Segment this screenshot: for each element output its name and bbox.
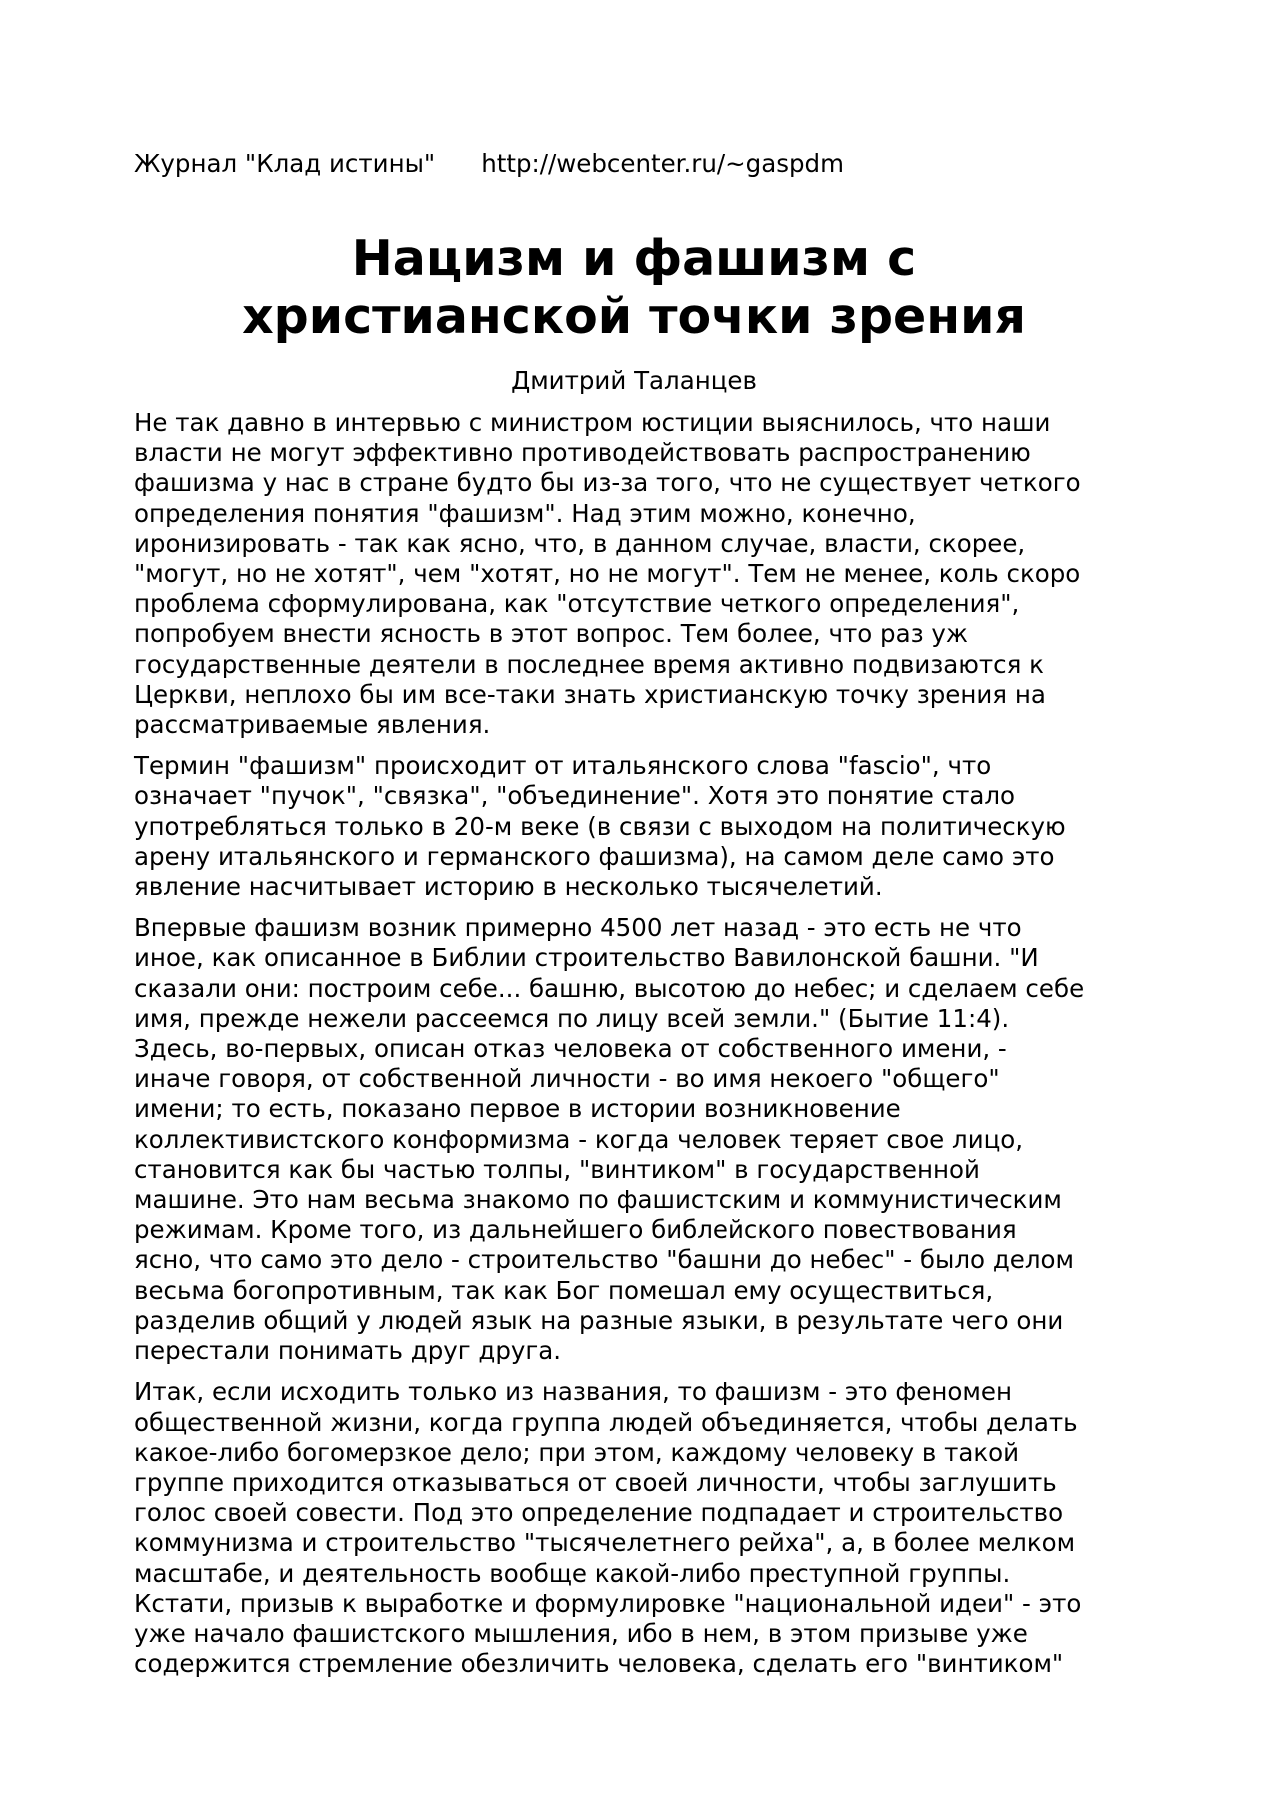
paragraph-line: фашизма у нас в стране будто бы из-за того, что не существует четкого bbox=[134, 468, 1081, 498]
paragraph-line: государственные деятели в последнее время активно подвизаются к bbox=[134, 649, 1044, 679]
paragraph-line: машине. Это нам весьма знакомо по фашистским и коммунистическим bbox=[134, 1185, 1062, 1215]
paragraph-line: арену итальянского и германского фашизма), на самом деле само это bbox=[134, 841, 1055, 871]
paragraph-line: "могут, но не хотят", чем "хотят, но не могут". Тем не менее, коль скоро bbox=[134, 559, 1081, 589]
paragraph-line: имени; то есть, показано первое в истории возникновение bbox=[134, 1094, 901, 1124]
paragraph-line: уже начало фашистского мышления, ибо в нем, в этом призыве уже bbox=[134, 1618, 1028, 1648]
title-line: христианской точки зрения bbox=[242, 288, 1026, 345]
title-line: Нацизм и фашизм с bbox=[351, 230, 917, 287]
paragraph-line: Итак, если исходить только из названия, то фашизм - это феномен bbox=[134, 1377, 1012, 1407]
article-title bbox=[134, 230, 1134, 346]
paragraph-line: имя, прежде нежели рассеемся по лицу всей земли." (Бытие 11:4). bbox=[134, 1003, 1010, 1033]
paragraph-line: Не так давно в интервью с министром юстиции выяснилось, что наши bbox=[134, 408, 1051, 437]
paragraph-line: власти не могут эффективно противодействовать распространению bbox=[134, 438, 1031, 468]
paragraph-line: становится как бы частью толпы, "винтиком" в государственной bbox=[134, 1154, 980, 1184]
paragraph-line: употребляться только в 20-м веке (в связи с выходом на политическую bbox=[134, 811, 1066, 841]
paragraph-line: режимам. Кроме того, из дальнейшего библейского повествования bbox=[134, 1215, 1017, 1245]
paragraph-line: Термин "фашизм" происходит от итальянского слова "fascio", что bbox=[134, 751, 992, 781]
paragraph bbox=[134, 1377, 1154, 1679]
article-body bbox=[134, 408, 1154, 1690]
journal-url: http://webcenter.ru/~gaspdm bbox=[481, 149, 844, 178]
paragraph-line: иное, как описанное в Библии строительство Вавилонской башни. "И bbox=[134, 943, 1039, 973]
paragraph-line: масштабе, и деятельность вообще какой-либо преступной группы. bbox=[134, 1558, 1011, 1588]
paragraph-line: рассматриваемые явления. bbox=[134, 710, 491, 740]
paragraph-line: Кстати, призыв к выработке и формулировке "национальной идеи" - это bbox=[134, 1588, 1082, 1618]
paragraph-line: содержится стремление обезличить человека, сделать его "винтиком" bbox=[134, 1649, 1064, 1679]
paragraph-line: определения понятия "фашизм". Над этим можно, конечно, bbox=[134, 498, 916, 528]
paragraph-line: разделив общий у людей язык на разные языки, в результате чего они bbox=[134, 1305, 1064, 1335]
paragraph bbox=[134, 913, 1154, 1366]
paragraph-line: какое-либо богомерзкое дело; при этом, каждому человеку в такой bbox=[134, 1437, 1020, 1467]
paragraph-line: Впервые фашизм возник примерно 4500 лет назад - это есть не что bbox=[134, 913, 1022, 943]
paragraph-line: коллективистского конформизма - когда человек теряет свое лицо, bbox=[134, 1124, 1024, 1154]
article-author: Дмитрий Таланцев bbox=[511, 366, 757, 395]
paragraph-line: иронизировать - так как ясно, что, в данном случае, власти, скорее, bbox=[134, 528, 1026, 558]
paragraph bbox=[134, 408, 1154, 740]
paragraph-line: ясно, что само это дело - строительство "башни до небес" - было делом bbox=[134, 1245, 1074, 1275]
journal-name: Журнал "Клад истины" bbox=[134, 149, 436, 178]
paragraph-line: весьма богопротивным, так как Бог помешал ему осуществиться, bbox=[134, 1275, 994, 1305]
paragraph-line: иначе говоря, от собственной личности - во имя некоего "общего" bbox=[134, 1064, 1000, 1094]
paragraph-line: проблема сформулирована, как "отсутствие четкого определения", bbox=[134, 589, 1020, 619]
paragraph-line: Церкви, неплохо бы им все-таки знать христианскую точку зрения на bbox=[134, 679, 1046, 709]
paragraph-line: попробуем внести ясность в этот вопрос. Тем более, что раз уж bbox=[134, 619, 968, 649]
paragraph-line: перестали понимать друг друга. bbox=[134, 1336, 562, 1366]
paragraph-line: явление насчитывает историю в несколько тысячелетий. bbox=[134, 872, 883, 902]
paragraph-line: группе приходится отказываться от своей личности, чтобы заглушить bbox=[134, 1467, 1057, 1497]
page-header bbox=[134, 149, 844, 179]
paragraph-line: голос своей совести. Под это определение подпадает и строительство bbox=[134, 1498, 1064, 1528]
paragraph-line: Здесь, во-первых, описан отказ человека от собственного имени, - bbox=[134, 1034, 1007, 1064]
paragraph-line: коммунизма и строительство "тысячелетнего рейха", а, в более мелком bbox=[134, 1528, 1076, 1558]
paragraph bbox=[134, 751, 1154, 902]
paragraph-line: сказали они: построим себе... башню, высотою до небес; и сделаем себе bbox=[134, 973, 1085, 1003]
paragraph-line: означает "пучок", "связка", "объединение". Хотя это понятие стало bbox=[134, 781, 1016, 811]
paragraph-line: общественной жизни, когда группа людей объединяется, чтобы делать bbox=[134, 1407, 1078, 1437]
